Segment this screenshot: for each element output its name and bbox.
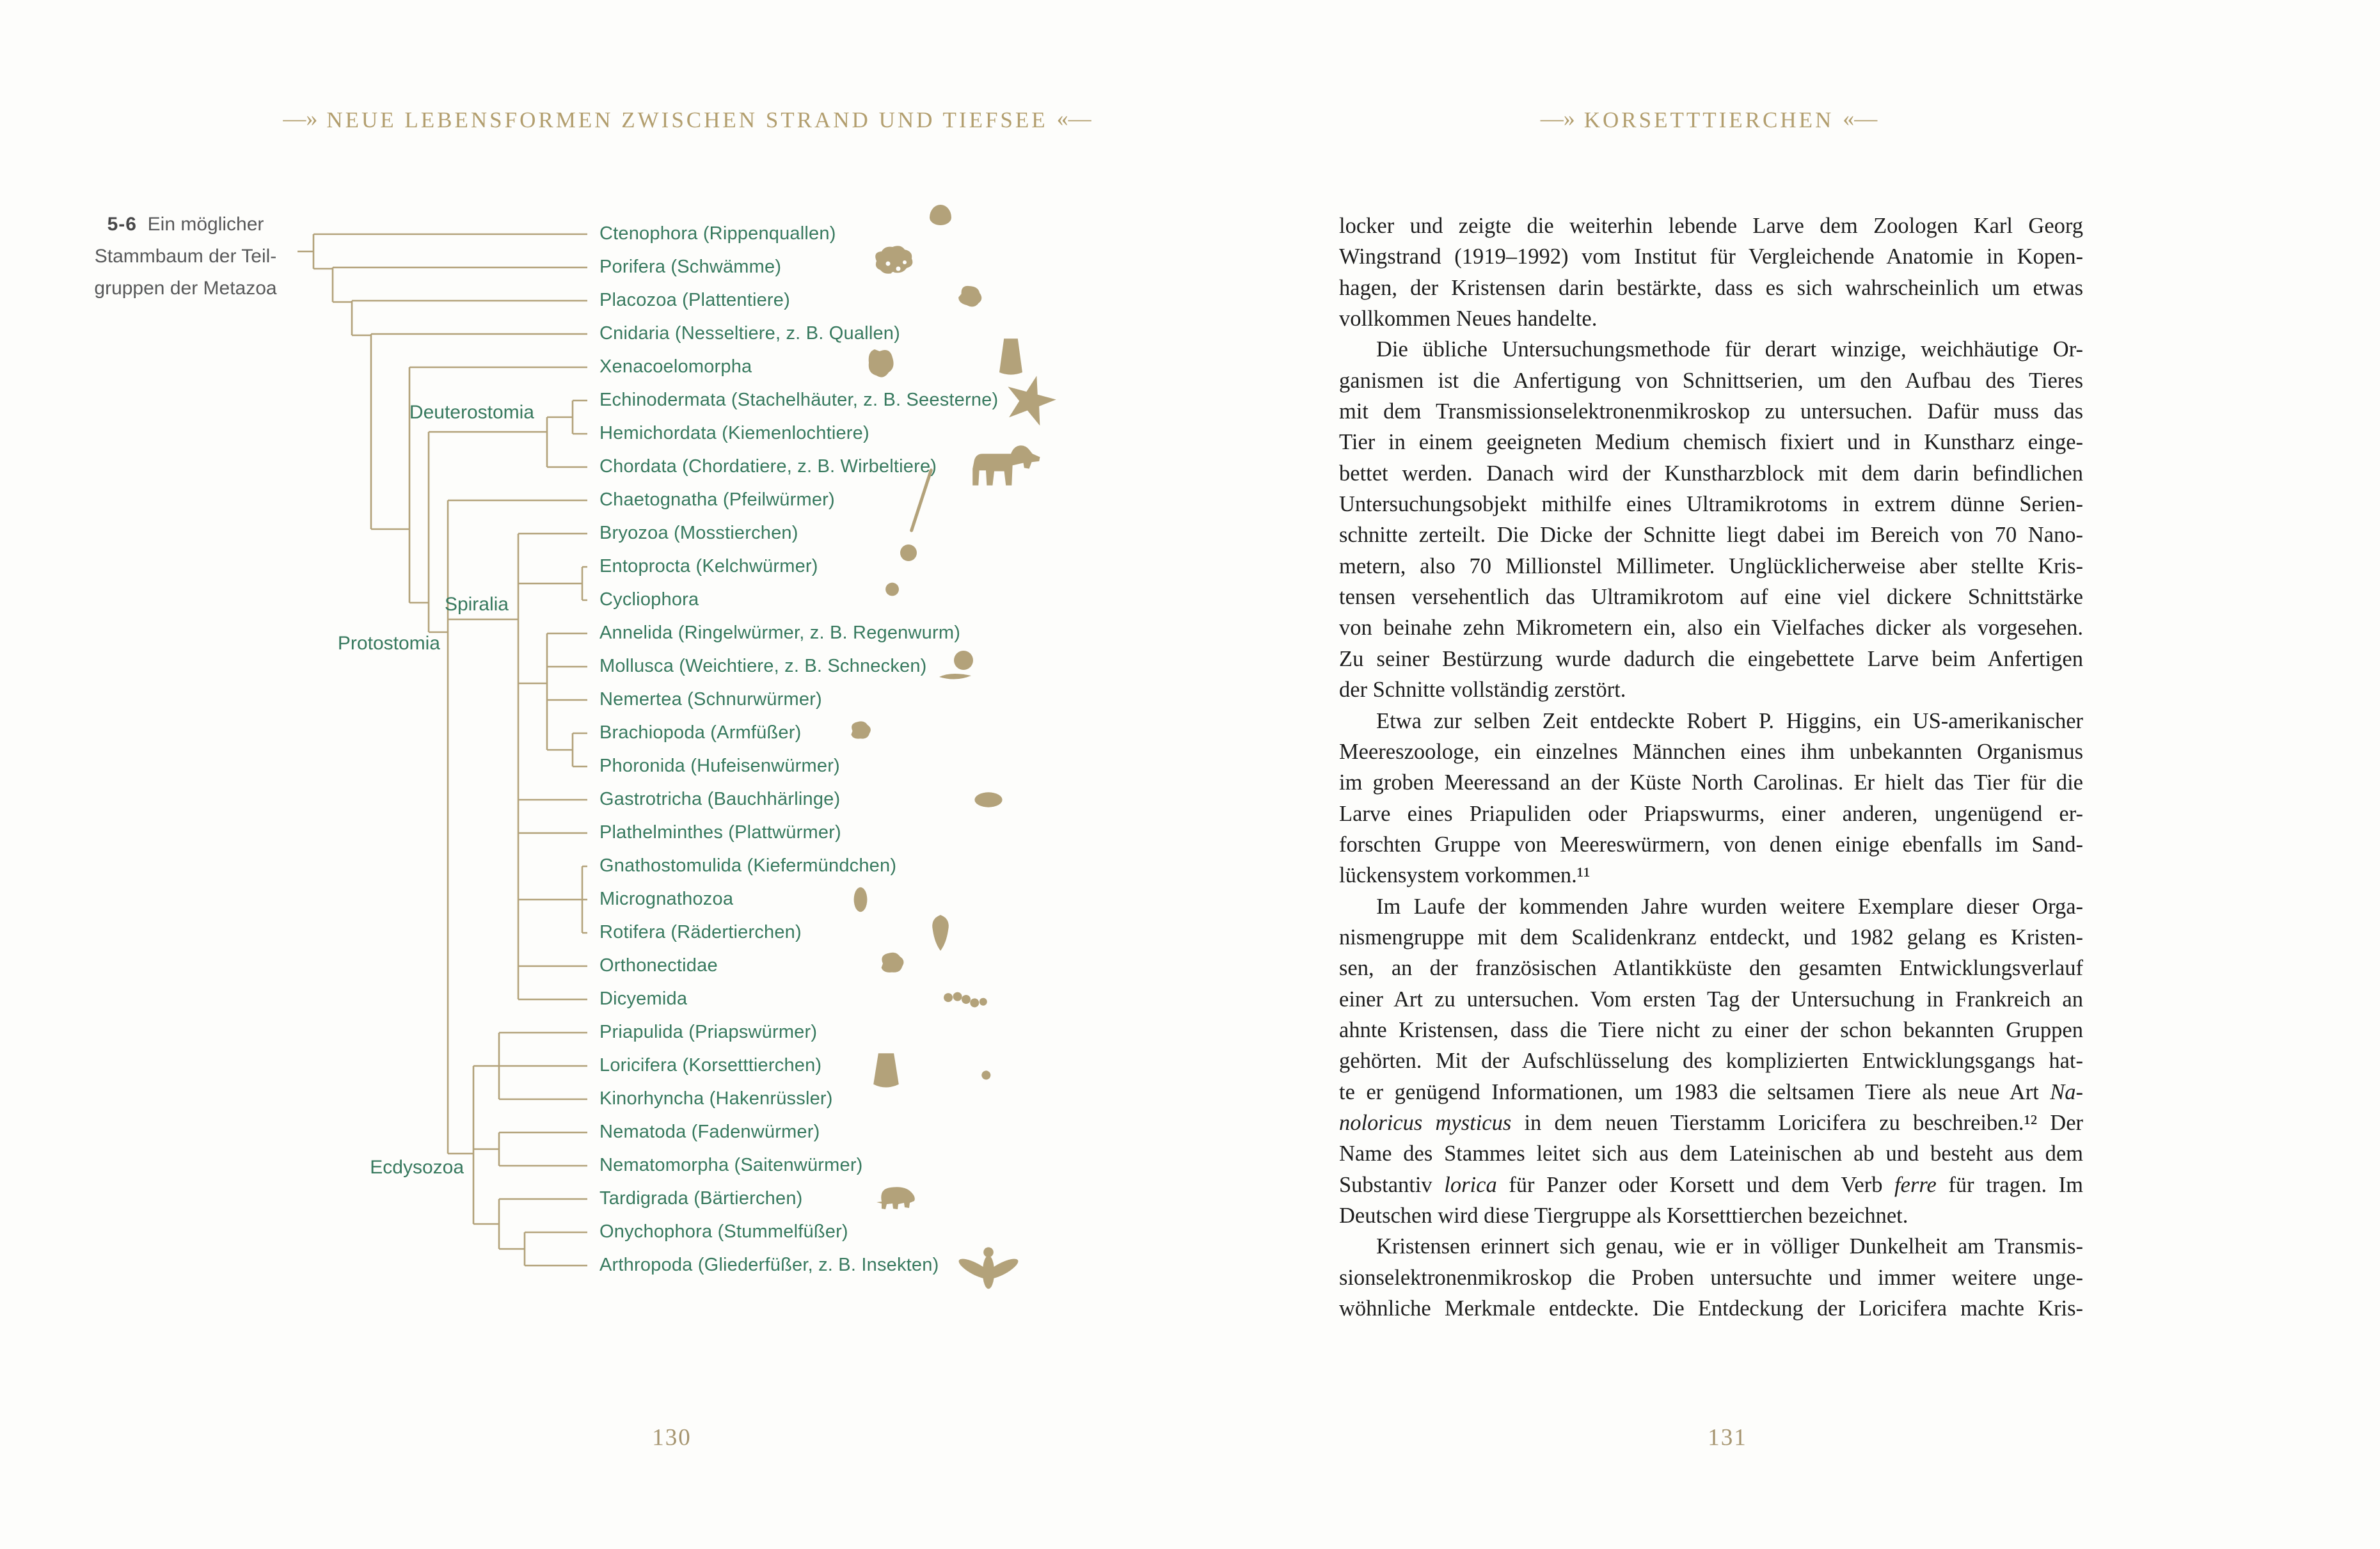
flatworm-icon <box>880 815 910 846</box>
taxon-label: Chaetognatha (Pfeilwürmer) <box>599 489 835 510</box>
right-running-head-text: KORSETTTIERCHEN <box>1583 107 1834 132</box>
moss-animal-icon <box>950 507 997 563</box>
mammal-icon <box>969 440 1040 485</box>
velvet-worm-icon <box>916 1225 952 1242</box>
taxon-label: Entoprocta (Kelchwürmer) <box>599 555 818 576</box>
sponge-icon <box>875 246 912 276</box>
body-line: Larve eines Priapuliden oder Priapswurms, einer anderen, ungenügend er- <box>1339 801 2083 826</box>
head-ornament-left-icon: —» <box>1540 106 1575 131</box>
taxon-label: Loricifera (Korsetttierchen) <box>599 1054 822 1076</box>
taxon-label: Nematoda (Fadenwürmer) <box>599 1121 820 1142</box>
body-line: tensen versehentlich das Ultramikrotom auf eine viel dickere Schnittstärke <box>1339 585 2083 610</box>
taxon-label: Chordata (Chordatiere, z. B. Wirbeltiere) <box>599 456 937 477</box>
body-line: te er genügend Informationen, um 1983 die seltsamen Tiere als neue Art Na- <box>1339 1079 2083 1104</box>
taxon-label: Kinorhyncha (Hakenrüssler) <box>599 1088 833 1109</box>
taxon-label: Brachiopoda (Armfüßer) <box>599 722 802 743</box>
taxon-label: Plathelminthes (Plattwürmer) <box>599 822 841 843</box>
body-line: Zu seiner Bestürzung wurde dadurch die eingebettete Larve beim Anfertigen <box>1339 646 2083 671</box>
head-ornament-right-icon: «— <box>1056 106 1091 131</box>
body-line: Tier in einem geeigneten Medium chemisch fixiert und in Kunstharz einge- <box>1339 430 2083 455</box>
body-line: Im Laufe der kommenden Jahre wurden weitere Exemplare dieser Orga- <box>1376 894 2083 919</box>
left-running-head-text: NEUE LEBENSFORMEN ZWISCHEN STRAND UND TIEFSEE <box>326 107 1048 132</box>
taxon-label: Priapulida (Priapswürmer) <box>599 1021 818 1042</box>
body-line: Wingstrand (1919–1992) vom Institut für Vergleichende Anatomie in Kopen- <box>1339 244 2083 269</box>
head-ornament-right-icon: «— <box>1843 106 1878 131</box>
body-line: im groben Meeressand an der Küste North Carolinas. Er hielt das Tier für die <box>1339 770 2083 795</box>
priapulid-icon <box>966 1021 1002 1053</box>
body-line: bettet werden. Danach wird der Kunstharzblock mit dem darin befindlichen <box>1339 461 2083 486</box>
snail-icon <box>939 651 973 679</box>
loriciferan-icon <box>872 1032 903 1087</box>
anemone-icon <box>985 297 1035 374</box>
taxon-label: Xenacoelomorpha <box>599 356 752 377</box>
starfish-icon <box>1001 369 1061 428</box>
micrognathozoan-icon <box>849 883 873 916</box>
clade-label-deuterostomia: Deuterostomia <box>409 402 534 423</box>
arrow-worm-icon <box>910 468 933 532</box>
caption-line: Stammbaum der Teil- <box>94 246 277 267</box>
bristle-worm-icon <box>1008 616 1057 653</box>
dicyemid-icon <box>943 990 988 1010</box>
mud-dragon-icon <box>975 1067 1014 1129</box>
body-line: lückensystem vorkommen.¹¹ <box>1339 863 1591 888</box>
taxon-label: Bryozoa (Mosstierchen) <box>599 522 798 543</box>
head-ornament-left-icon: —» <box>283 106 318 131</box>
body-line: forschten Gruppe von Meereswürmern, von denen einige ebenfalls im Sand- <box>1339 832 2083 857</box>
clade-label-protostomia: Protostomia <box>337 633 440 654</box>
taxon-label: Phoronida (Hufeisenwürmer) <box>599 755 840 776</box>
rotifer-icon <box>931 909 949 951</box>
body-line: Name des Stammes leitet sich aus dem Lateinischen ab und besteht aus dem <box>1339 1141 2083 1166</box>
body-line: Die übliche Untersuchungsmethode für derart winzige, weichhäutige Or- <box>1376 337 2083 362</box>
lamp-shell-icon <box>851 721 871 738</box>
body-line: Kristensen erinnert sich genau, wie er in völliger Dunkelheit am Transmis- <box>1376 1234 2083 1259</box>
body-text <box>1339 211 2083 1324</box>
taxon-label: Gnathostomulida (Kiefermündchen) <box>599 855 897 876</box>
taxon-label: Onychophora (Stummelfüßer) <box>599 1221 848 1242</box>
clade-label-ecdysozoa: Ecdysozoa <box>370 1157 464 1178</box>
ribbon-worm-icon <box>897 686 928 715</box>
taxon-label: Orthonectidae <box>599 955 718 976</box>
goblet-worm-icon <box>900 539 917 591</box>
taxon-label: Placozoa (Plattentiere) <box>599 289 790 310</box>
taxon-label: Nemertea (Schnurwürmer) <box>599 688 822 710</box>
horsehair-worm-icon <box>992 1161 1017 1182</box>
taxon-label: Annelida (Ringelwürmer, z. B. Regenwurm) <box>599 622 961 643</box>
body-line: schnitte zerteilt. Die Dicke der Schnitte liegt dabei im Bereich von 70 Nano- <box>1339 523 2083 548</box>
clade-label-spiralia: Spiralia <box>444 594 509 615</box>
jaw-worm-icon <box>933 855 957 876</box>
body-line: nismengruppe mit dem Scalidenkranz entdeckt, und 1982 gelang es Kristen- <box>1339 925 2083 949</box>
body-line: sionselektronenmikroskop die Proben untersuchte und immer weitere unge- <box>1339 1265 2083 1290</box>
taxon-label: Cnidaria (Nesseltiere, z. B. Quallen) <box>599 322 900 344</box>
body-line: locker und zeigte die weiterhin lebende Larve dem Zoologen Karl Georg <box>1339 214 2083 238</box>
tardigrade-icon <box>877 1187 915 1209</box>
body-line: ahnte Kristensen, dass die Tiere nicht zu einer der schon bekannten Gruppen <box>1339 1017 2083 1042</box>
body-line: Etwa zur selben Zeit entdeckte Robert P. Higgins, ein US-amerikanischer <box>1376 708 2083 733</box>
flatworm-blob-icon <box>869 349 894 377</box>
body-line: noloricus mysticus in dem neuen Tierstamm Loricifera zu beschreiben.¹² Der <box>1339 1110 2084 1135</box>
taxon-label: Rotifera (Rädertierchen) <box>599 921 802 942</box>
body-line: hagen, der Kristensen darin bestärkte, dass es sich wahrscheinlich um etwas <box>1339 275 2083 300</box>
right-page-number: 131 <box>1708 1424 1747 1451</box>
body-line: mit dem Transmissionselektronenmikroskop zu untersuchen. Dafür muss das <box>1339 399 2083 424</box>
body-line: Meereszoologe, ein einzelnes Männchen eines ihm unbekannten Organismus <box>1339 739 2083 764</box>
right-running-head <box>1532 106 1887 133</box>
orthonectid-icon <box>882 953 904 973</box>
taxon-label: Cycliophora <box>599 589 699 610</box>
horseshoe-worm-icon <box>948 752 980 781</box>
cycliophoran-icon <box>878 576 901 620</box>
organism-silhouettes <box>849 205 1061 1289</box>
taxon-label: Gastrotricha (Bauchhärlinge) <box>599 788 841 809</box>
taxon-label: Mollusca (Weichtiere, z. B. Schnecken) <box>599 655 927 676</box>
body-line: einer Art zu untersuchen. Vom ersten Tag der Untersuchung in Frankreich an <box>1339 987 2083 1012</box>
taxon-label: Arthropoda (Gliederfüßer, z. B. Insekten) <box>599 1254 939 1275</box>
caption-text: Ein möglicher <box>147 214 264 235</box>
caption-line: gruppen der Metazoa <box>94 278 277 299</box>
gastrotrich-icon <box>970 786 1007 813</box>
body-line: Substantiv lorica für Panzer oder Korsett und dem Verb ferre für tragen. Im <box>1339 1172 2083 1197</box>
tree-branches <box>298 234 587 1266</box>
taxon-label: Nematomorpha (Saitenwürmer) <box>599 1154 863 1175</box>
taxon-label: Echinodermata (Stachelhäuter, z. B. Seesterne) <box>599 389 999 410</box>
body-line: Deutschen wird diese Tiergruppe als Korsetttierchen bezeichnet. <box>1339 1203 1908 1228</box>
body-line: sen, an der französischen Atlantikküste den gesamten Entwicklungsverlauf <box>1339 956 2083 981</box>
taxon-label: Hemichordata (Kiemenlochtiere) <box>599 422 869 443</box>
taxon-label: Tardigrada (Bärtierchen) <box>599 1188 803 1209</box>
taxon-label: Porifera (Schwämme) <box>599 256 782 277</box>
insect-icon <box>956 1247 1021 1289</box>
body-line: metern, also 70 Millionstel Millimeter. Unglücklicherweise aber stellte Kris- <box>1339 553 2083 578</box>
taxon-label: Dicyemida <box>599 988 688 1009</box>
roundworm-icon <box>930 1113 950 1143</box>
body-line: Untersuchungsobjekt mithilfe eines Ultramikrotoms in extrem dünne Serien- <box>1339 492 2083 517</box>
body-line: ganismen ist die Anfertigung von Schnittserien, um den Aufbau des Tieres <box>1339 368 2083 393</box>
figure-number: 5-6 <box>107 214 137 235</box>
taxon-label: Micrognathozoa <box>599 888 734 909</box>
comb-jelly-icon <box>930 205 951 251</box>
acorn-worm-icon <box>928 414 963 449</box>
body-line: gehörten. Mit der Aufschlüsselung des komplizierten Entwicklungsgangs hat- <box>1339 1049 2083 1074</box>
body-line: der Schnitte vollständig zerstört. <box>1339 678 1626 703</box>
body-line: vollkommen Neues handelte. <box>1339 306 1598 331</box>
left-page-number: 130 <box>652 1424 692 1451</box>
body-line: von beinahe zehn Mikrometern ein, also ein Vielfaches dicker als vorgesehen. <box>1339 616 2083 640</box>
body-line: wöhnliche Merkmale entdeckte. Die Entdeckung der Loricifera machte Kris- <box>1339 1296 2083 1321</box>
placozoan-icon <box>957 283 985 309</box>
taxon-label: Ctenophora (Rippenquallen) <box>599 223 836 244</box>
